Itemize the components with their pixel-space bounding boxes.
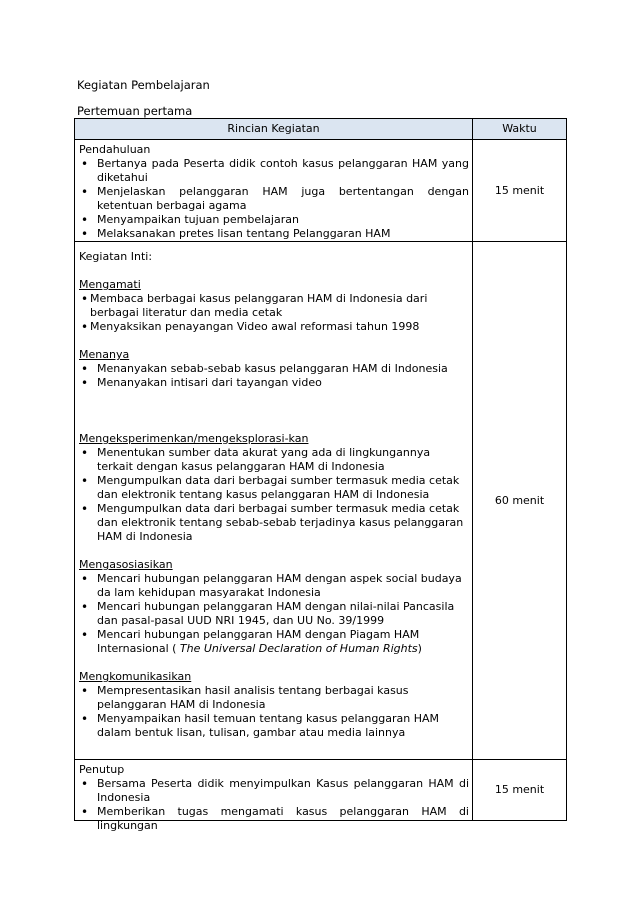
mengasosiasikan-list [79, 572, 469, 656]
pendahuluan-cell [75, 140, 473, 242]
header-waktu: Waktu [473, 119, 567, 140]
heading-pertemuan-pertama: Pertemuan pertama [77, 104, 193, 118]
learning-activities-table [74, 118, 567, 832]
list-item: • Mencari hubungan pelanggaran HAM dengan Piagam HAM Internasional ( The Universal Declaration of Human Rights) [79, 628, 469, 656]
menanya-title: Menanya [79, 348, 130, 361]
penutup-title: Penutup [79, 763, 125, 776]
penutup-list [79, 777, 469, 833]
kegiatan-inti-time: 60 menit [473, 242, 567, 760]
mengkomunikasikan-title: Mengkomunikasikan [79, 670, 192, 683]
mengamati-list [79, 292, 469, 334]
mengkomunikasikan-list [79, 684, 469, 740]
list-item: • Mencari hubungan pelanggaran HAM dengan nilai-nilai Pancasila dan pasal-pasal UUD NRI 1945, dan UU No. 39/1999 [79, 600, 469, 628]
kegiatan-inti-title: Kegiatan Inti: [79, 250, 153, 263]
kegiatan-inti-cell [75, 242, 473, 760]
list-item: • Mempresentasikan hasil analisis tentang berbagai kasus pelanggaran HAM di Indonesia [79, 684, 469, 712]
pendahuluan-title: Pendahuluan [79, 143, 151, 156]
penutup-time: 15 menit [473, 760, 567, 821]
menanya-list [79, 362, 469, 390]
list-item: • Menyampaikan hasil temuan tentang kasus pelanggaran HAM dalam bentuk lisan, tulisan, gambar atau media lainnya [79, 712, 469, 740]
mengeksperimenkan-title: Mengeksperimenkan/mengeksplorasi-kan [79, 432, 309, 445]
list-item: • Mengumpulkan data dari berbagai sumber termasuk media cetak dan elektronik tentang kasus pelanggaran HAM di Indonesia [79, 474, 469, 502]
list-item: • Menjelaskan pelanggaran HAM juga bertentangan dengan ketentuan berbagai agama [79, 185, 469, 213]
mengamati-title: Mengamati [79, 278, 141, 291]
list-item: • Mengumpulkan data dari berbagai sumber termasuk media cetak dan elektronik tentang sebab-sebab terjadinya kasus pelanggaran HAM di Indonesia [79, 502, 469, 544]
list-item: • Melaksanakan pretes lisan tentang Pelanggaran HAM [79, 227, 469, 241]
header-rincian-kegiatan: Rincian Kegiatan [75, 119, 473, 140]
list-item: • Menanyakan intisari dari tayangan video [79, 376, 469, 390]
heading-kegiatan-pembelajaran: Kegiatan Pembelajaran [77, 78, 210, 92]
list-item: • Bersama Peserta didik menyimpulkan Kasus pelanggaran HAM di Indonesia [79, 777, 469, 805]
row-penutup [75, 760, 567, 821]
list-item: • Membaca berbagai kasus pelanggaran HAM di Indonesia dari berbagai literatur dan media cetak [79, 292, 469, 320]
table-header-row [75, 119, 567, 140]
penutup-cell [75, 760, 473, 832]
list-item: • Menanyakan sebab-sebab kasus pelanggaran HAM di Indonesia [79, 362, 469, 376]
list-item: • Bertanya pada Peserta didik contoh kasus pelanggaran HAM yang diketahui [79, 157, 469, 185]
list-item: • Memberikan tugas mengamati kasus pelanggaran HAM di lingkungan [79, 805, 469, 833]
list-item: • Mencari hubungan pelanggaran HAM dengan aspek social budaya da lam kehidupan masyarakat Indonesia [79, 572, 469, 600]
mengasosiasikan-title: Mengasosiasikan [79, 558, 173, 571]
row-kegiatan-inti [75, 242, 567, 760]
pendahuluan-time: 15 menit [473, 140, 567, 242]
pendahuluan-list [79, 157, 469, 241]
row-pendahuluan [75, 140, 567, 242]
mengeksperimenkan-list [79, 446, 469, 544]
list-item: • Menyaksikan penayangan Video awal reformasi tahun 1998 [79, 320, 469, 334]
list-item: • Menentukan sumber data akurat yang ada di lingkungannya terkait dengan kasus pelanggaran HAM di Indonesia [79, 446, 469, 474]
list-item: • Menyampaikan tujuan pembelajaran [79, 213, 469, 227]
